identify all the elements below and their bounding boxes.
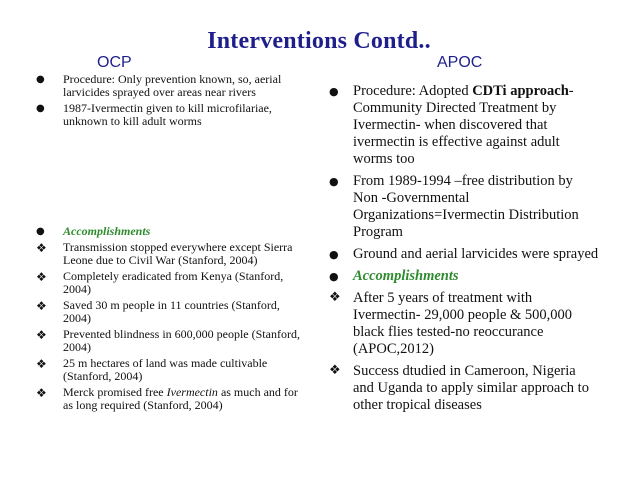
- apoc-larvicides-text: Ground and aerial larvicides were sprayed: [353, 246, 599, 262]
- apoc-bullet-procedure: [329, 83, 599, 168]
- ocp-bullet-ivermectin: [36, 101, 308, 128]
- cdti-bold: CDTi approach: [472, 83, 569, 99]
- round-bullet-icon: ●: [329, 85, 339, 98]
- diamond-check-bullet-icon: ❖: [36, 270, 47, 284]
- apoc-bullet-distribution: [329, 173, 599, 241]
- apoc-accomplishment-text: After 5 years of treatment with Ivermectin- 29,000 people & 500,000 black flies tested-no reoccurance (APOC,2012): [353, 290, 573, 357]
- diamond-check-bullet-icon: ❖: [329, 363, 341, 378]
- round-bullet-icon: ●: [36, 103, 45, 114]
- ocp-bullet-procedure: [36, 72, 308, 99]
- ocp-heading: OCP: [97, 54, 132, 71]
- ocp-accomplishment-text: Saved 30 m people in 11 countries (Stanford, 2004): [63, 298, 280, 325]
- ocp-merck-text: Merck promised free Ivermectin as much and for as long required (Stanford, 2004): [63, 385, 298, 412]
- apoc-accomplishment-text: Success dtudied in Cameroon, Nigeria and Uganda to apply similar approach to other tropical diseases: [353, 363, 589, 413]
- list-item: [36, 240, 308, 267]
- ocp-accomplishment-text: 25 m hectares of land was made cultivable (Stanford, 2004): [63, 356, 268, 383]
- ocp-procedure-text: Procedure: Only prevention known, so, aerial larvicides sprayed over areas near rivers: [63, 72, 282, 99]
- list-item: [36, 356, 308, 383]
- diamond-check-bullet-icon: ❖: [36, 386, 47, 400]
- apoc-procedure-text: Procedure: Adopted CDTi approach-Community Directed Treatment by Ivermectin- when discovered that ivermectin is effective against adult worms too: [353, 83, 574, 167]
- list-item: [36, 298, 308, 325]
- apoc-column: [329, 83, 599, 419]
- list-item: [329, 290, 599, 358]
- ocp-accomplishment-text: Completely eradicated from Kenya (Stanford, 2004): [63, 269, 284, 296]
- ocp-accomplishment-text: Prevented blindness in 600,000 people (Stanford, 2004): [63, 327, 300, 354]
- apoc-distribution-text: From 1989-1994 –free distribution by Non -Governmental Organizations=Ivermectin Distribution Program: [353, 173, 579, 240]
- slide-title: Interventions Contd..: [207, 28, 431, 54]
- apoc-accomplishments-heading: Accomplishments: [353, 268, 459, 284]
- apoc-bullet-larvicides: [329, 246, 599, 263]
- list-item: [36, 385, 308, 412]
- apoc-accomplishments-label: [329, 268, 599, 285]
- ivermectin-italic: Ivermectin: [166, 385, 218, 399]
- diamond-check-bullet-icon: ❖: [36, 299, 47, 313]
- ocp-column: [36, 72, 308, 131]
- ocp-accomplishment-text: Transmission stopped everywhere except Sierra Leone due to Civil War (Stanford, 2004): [63, 240, 293, 267]
- list-item: [329, 363, 599, 414]
- diamond-check-bullet-icon: ❖: [36, 328, 47, 342]
- ocp-ivermectin-text: 1987-Ivermectin given to kill microfilariae, unknown to kill adult worms: [63, 101, 272, 128]
- round-bullet-icon: ●: [329, 270, 339, 283]
- apoc-heading: APOC: [437, 54, 483, 71]
- round-bullet-icon: ●: [36, 226, 45, 237]
- list-item: [36, 269, 308, 296]
- round-bullet-icon: ●: [329, 248, 339, 261]
- round-bullet-icon: ●: [36, 74, 45, 85]
- ocp-accomplishments: [36, 224, 308, 415]
- round-bullet-icon: ●: [329, 175, 339, 188]
- diamond-check-bullet-icon: ❖: [36, 241, 47, 255]
- ocp-accomplishments-heading: Accomplishments: [63, 224, 151, 238]
- list-item: [36, 327, 308, 354]
- ocp-accomplishments-label: [36, 224, 308, 238]
- diamond-check-bullet-icon: ❖: [36, 357, 47, 371]
- diamond-check-bullet-icon: ❖: [329, 290, 341, 305]
